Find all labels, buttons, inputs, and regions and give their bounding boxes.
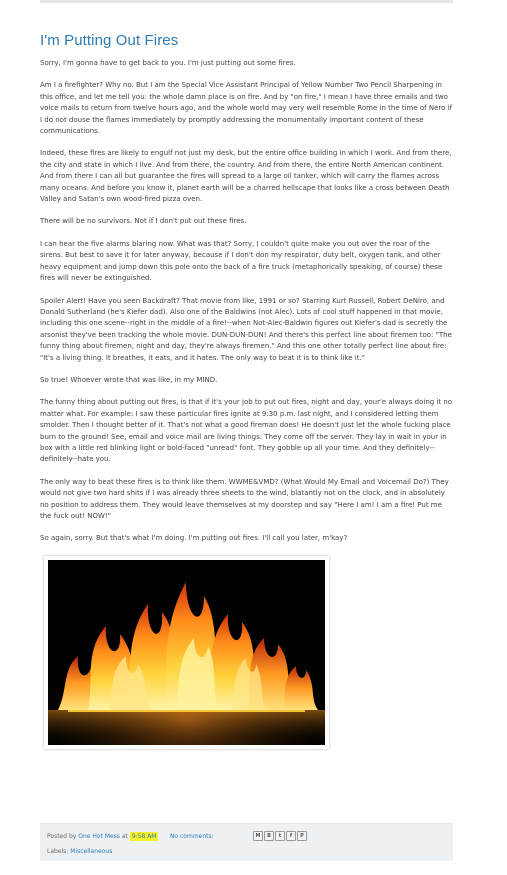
paragraph: The funny thing about putting out fires, is that if it's your job to put out fires, night and day, your'e always doing it no matter what. For example: I saw these particular fires ignite at 9:30 p.m. last night, and I considered letting them smolder. Then I thought better of it. That's not what a good fireman does! He doesn't just let the whole fucking place burn to the ground! See, email and voice mail are living things: They come off the server. They lay in wait in your in box with a little red blinking light or bold-faced "unread" font. They gobble up all your time. And they definitely--definitely--hate you. [40, 398, 453, 464]
facebook-share-icon[interactable]: f [286, 831, 296, 841]
fire-illustration [48, 560, 325, 745]
blog-post [40, 32, 453, 749]
paragraph: The only way to beat these fires is to think like them. WWME&VMD? (What Would My Email and Voicemail Do?) They would not give two hard shits if I was already three sheets to the wind, blatantly not on the clock, and in absolutely no position to address them. They would leave themselves at my doorstep and say "Here I am! I am a fire! Put me the fuck out! NOW!" [40, 477, 449, 520]
twitter-share-icon[interactable]: t [275, 831, 285, 841]
label-link[interactable]: Miscellaneous [70, 848, 113, 855]
comments-link[interactable]: No comments: [169, 833, 214, 840]
paragraph: Am I a firefighter? Why no. But I am the Special Vice Assistant Principal of Yellow Number Two Pencil Sharpening in this office, and let me tell you: the whole damn place is on fire. And by "on fire," I mean I have three emails and two voice mails to return from twelve hours ago, and the whole world may very well resemble Rome in the time of Nero if I do not douse the flames immediately by promptly addressing the monumentally important content of these communications. [40, 81, 453, 136]
top-divider [40, 0, 453, 3]
post-meta [47, 831, 446, 843]
post-timestamp-link[interactable]: 9:58 AM [131, 833, 157, 840]
post-labels [47, 846, 446, 858]
post-title[interactable]: I'm Putting Out Fires [40, 32, 179, 49]
fire-image[interactable] [44, 556, 329, 749]
post-body [40, 58, 453, 749]
paragraph: I can hear the five alarms blaring now. What was that? Sorry, I couldn't quite make you out over the roar of the sirens. But best to save it for later anyway, because if I don't don my respirator, duty belt, oxygen tank, and other heavy equipment and jump down this pole onto the back of a fire truck (metaphorically speaking, of course) these fires will never be extinguished. [40, 239, 443, 283]
author-link[interactable]: One Hot Mess [78, 833, 120, 840]
labels-label: Labels: [47, 848, 69, 855]
pinterest-share-icon[interactable]: P [297, 831, 307, 841]
paragraph: Spoiler Alert! Have you seen Backdraft? That movie from like, 1991 or so? Starring Kurt Russell, Robert DeNiro, and Donald Sutherland (he's Kiefer dad). Also one of the Baldwins (not Alec). Lots of cool stuff happened in that movie, including this one scene--right in the middle of a fire!--when Not-Alec-Baldwin figures out Kiefer's dad is secretly the arsonist they've been tracking the whole movie. DUN-DUN-DUN! And there's this perfect line about firemen too: "The funny thing about firemen, night and day, they're always firemen." And this one other totally perfect line about fire: "It's a living thing. It breathes, it eats, and it hates. The only way to beat it is to think like it." [40, 296, 452, 362]
post-footer [40, 823, 453, 861]
paragraph: There will be no survivors. Not if I don't put out these fires. [40, 217, 247, 226]
blogger-share-icon[interactable]: B [264, 831, 274, 841]
paragraph: So true! Whoever wrote that was like, in my MIND. [40, 375, 218, 384]
paragraph: So again, sorry. But that's what I'm doing. I'm putting out fires. I'll call you later, m'kay? [40, 534, 348, 543]
posted-by-label: Posted by [47, 833, 77, 840]
share-buttons [253, 831, 307, 841]
paragraph: Indeed, these fires are likely to engulf not just my desk, but the entire office building in which I work. And from there, the city and state in which I live. And from there, the country. And from there, the entire North American continent. And from there I can all but guarantee the fires will spread to a large oil tanker, which will carry the flames across many oceans. And before you know it, planet earth will be a charred hellscape that looks like a cross between Death Valley and Satan's own wood-fired pizza oven. [40, 149, 452, 204]
at-label: at [121, 833, 128, 840]
paragraph: Sorry, I'm gonna have to get back to you. I'm just putting out some fires. [40, 59, 296, 67]
email-share-icon[interactable]: M [253, 831, 263, 841]
